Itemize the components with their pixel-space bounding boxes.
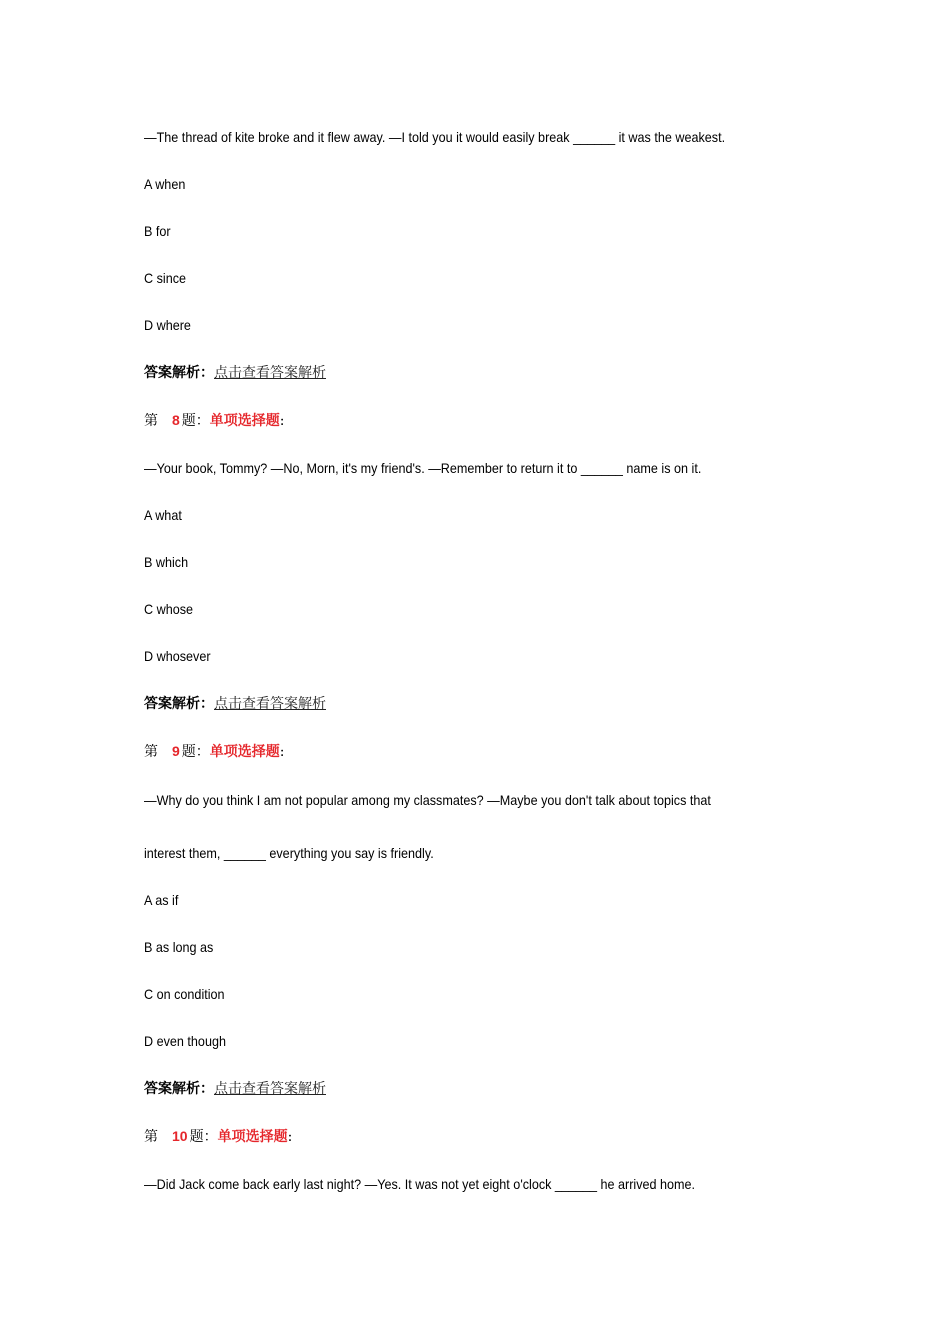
question-9-stem-line-1: —Why do you think I am not popular among my classmates? —Maybe you don't talk about topics that: [144, 792, 711, 808]
q8-option-d: D whosever: [144, 648, 211, 664]
q-colon: :: [279, 413, 285, 429]
q-suffix: 题：: [181, 744, 210, 760]
view-answer-link[interactable]: 点击查看答案解析: [214, 696, 326, 712]
question-number: 10: [172, 1128, 188, 1144]
answer-label: 答案解析：: [144, 1081, 214, 1097]
question-type: 单项选择题: [217, 1129, 288, 1145]
q-prefix: 第: [144, 1129, 158, 1145]
question-type: 单项选择题: [209, 413, 280, 429]
q9-option-d: D even though: [144, 1033, 226, 1049]
view-answer-link[interactable]: 点击查看答案解析: [214, 365, 326, 381]
q9-option-c: C on condition: [144, 986, 225, 1002]
q7-option-d: D where: [144, 317, 191, 333]
view-answer-link[interactable]: 点击查看答案解析: [214, 1081, 326, 1097]
question-type: 单项选择题: [209, 744, 280, 760]
q8-option-c: C whose: [144, 601, 194, 617]
question-number: 8: [172, 412, 180, 428]
q-colon: :: [279, 744, 285, 760]
question-8-header: [144, 411, 285, 430]
question-7-stem: —The thread of kite broke and it flew away. —I told you it would easily break ______ it was the weakest.: [144, 129, 726, 145]
answer-label: 答案解析：: [144, 696, 214, 712]
q-suffix: 题：: [181, 413, 210, 429]
q9-option-b: B as long as: [144, 939, 214, 955]
q9-answer-row: [144, 1080, 326, 1098]
q-suffix: 题：: [189, 1129, 218, 1145]
q7-answer-row: [144, 364, 326, 382]
q8-option-b: B which: [144, 554, 189, 570]
question-number: 9: [172, 743, 180, 759]
question-9-stem-line-2: interest them, ______ everything you say is friendly.: [144, 845, 434, 861]
q7-option-b: B for: [144, 223, 171, 239]
q7-option-c: C since: [144, 270, 187, 286]
q-colon: :: [287, 1129, 293, 1145]
q7-option-a: A when: [144, 176, 186, 192]
q-prefix: 第: [144, 413, 158, 429]
question-10-header: [144, 1127, 292, 1146]
question-10-stem: —Did Jack come back early last night? —Yes. It was not yet eight o'clock ______ he arrived home.: [144, 1176, 696, 1192]
q9-option-a: A as if: [144, 892, 179, 908]
question-9-header: [144, 742, 285, 761]
q8-option-a: A what: [144, 507, 182, 523]
answer-label: 答案解析：: [144, 365, 214, 381]
q-prefix: 第: [144, 744, 158, 760]
q8-answer-row: [144, 695, 326, 713]
question-8-stem: —Your book, Tommy? —No, Morn, it's my friend's. —Remember to return it to ______ name is on it.: [144, 460, 702, 476]
